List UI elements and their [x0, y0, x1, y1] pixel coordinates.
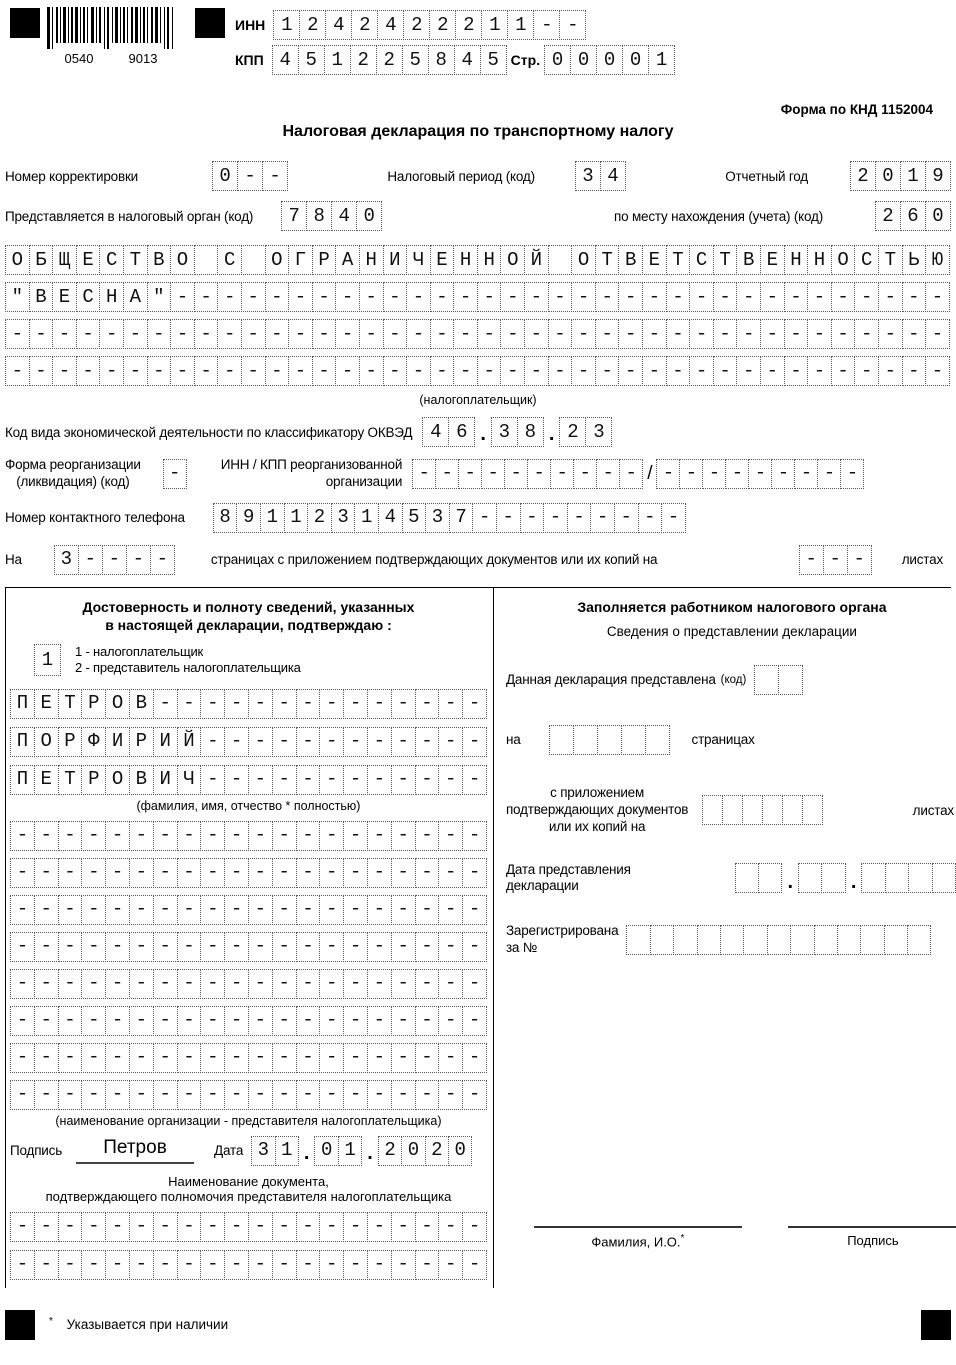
officer-date-label: Дата представления декларации — [505, 861, 631, 894]
officer-pages-label: страницах — [691, 732, 755, 748]
officer-surname-caption: Фамилия, И.О.* — [591, 1233, 685, 1250]
taxpayer-name-block — [5, 245, 951, 393]
officer-sign-block — [788, 1226, 956, 1249]
fio-row-name[interactable]: П О Р Ф И Р И Й - - - - - - - - - - - - — [10, 727, 487, 757]
barcode-bars — [47, 7, 175, 49]
taxpayer-confirmation-column — [6, 588, 494, 1288]
fio-row-surname[interactable]: П Е Т Р О В - - - - - - - - - - - - - - — [10, 689, 487, 719]
page-title: Налоговая декларация по транспортному налогу — [282, 123, 674, 140]
date-dot-2: . — [367, 1141, 373, 1164]
tax-authority-label: Представляется в налоговый орган (код) — [5, 208, 254, 224]
presented-code-field[interactable] — [754, 665, 803, 695]
presented-code-label: (код) — [720, 673, 747, 686]
officer-attach-label: с приложением подтверждающих документов или их копий на — [505, 784, 689, 834]
fields-row-2 — [5, 201, 951, 231]
page-label: Стр. — [510, 52, 541, 68]
org-caption: (наименование организации - представителя налогоплательщика) — [55, 1113, 442, 1128]
tax-authority-field[interactable]: 7 8 4 0 — [281, 201, 382, 231]
taxpayer-name-row-3[interactable]: - - - - - - - - - - - - - - - - - - - - - - - - - - - - - - - - - - - - - - - - — [5, 319, 950, 349]
registered-row — [506, 923, 956, 957]
officer-sign-caption: Подпись — [847, 1233, 899, 1249]
kpp-field[interactable]: 4 5 1 2 2 5 8 4 5 — [272, 45, 507, 75]
taxpayer-name-row-4[interactable]: - - - - - - - - - - - - - - - - - - - - - - - - - - - - - - - - - - - - - - - - — [5, 356, 950, 386]
on-label: На — [5, 552, 22, 568]
signer-code-legend: 1 - налогоплательщик 2 - представитель налогоплательщика — [75, 644, 301, 676]
tax-period-field[interactable]: 3 4 — [575, 161, 626, 191]
attachments-count-field[interactable]: - - - — [799, 545, 872, 575]
pages-count-field[interactable]: 3 - - - - — [54, 545, 175, 575]
org-name-row[interactable]: - - - - - - - - - - - - - - - - - - - - — [10, 858, 487, 888]
officer-date-year-field[interactable] — [861, 863, 956, 893]
representative-fio-block — [10, 689, 487, 795]
kpp-label: КПП — [235, 52, 264, 68]
footer — [5, 1310, 951, 1340]
inn-field[interactable]: 1 2 4 2 4 2 2 2 1 1 - - — [273, 10, 586, 40]
officer-signature-row — [506, 1226, 956, 1277]
registration-mark-bottom-right — [921, 1310, 951, 1340]
representative-org-block — [10, 821, 487, 1110]
date-month-field[interactable]: 0 1 — [314, 1136, 362, 1166]
okved-field-1[interactable]: 4 6 — [422, 417, 475, 447]
reorg-kpp-field[interactable]: - - - - - - - - - — [656, 459, 864, 489]
doc-name-block — [10, 1212, 487, 1280]
officer-date-row — [506, 862, 956, 896]
org-name-row[interactable]: - - - - - - - - - - - - - - - - - - - - — [10, 969, 487, 999]
reorg-form-label: Форма реорганизации (ликвидация) (код) — [5, 457, 141, 489]
officer-on-label: на — [505, 732, 521, 748]
barcode-digits — [47, 51, 175, 66]
report-year-label: Отчетный год — [725, 168, 808, 184]
officer-sheets-label: листах — [912, 802, 954, 818]
reorganization-row — [5, 457, 951, 491]
doc-name-row[interactable]: - - - - - - - - - - - - - - - - - - - - — [10, 1212, 487, 1242]
tax-officer-column — [494, 588, 956, 1288]
location-code-label: по месту нахождения (учета) (код) — [614, 208, 823, 224]
barcode — [47, 7, 175, 66]
doc-name-row[interactable]: - - - - - - - - - - - - - - - - - - - - — [10, 1250, 487, 1280]
org-name-row[interactable]: - - - - - - - - - - - - - - - - - - - - — [10, 1043, 487, 1073]
officer-surname-block — [534, 1226, 742, 1249]
signer-code-field[interactable]: 1 — [34, 644, 61, 676]
header — [5, 0, 951, 86]
confirmation-section — [5, 587, 954, 1288]
registration-mark-top-center — [195, 8, 225, 38]
declaration-presented-row — [506, 665, 956, 695]
footnote-text: Указывается при наличии — [66, 1317, 229, 1333]
confirmation-title: Достоверность и полноту сведений, указанных в настоящей декларации, подтверждаю : — [82, 598, 415, 633]
reorg-inn-kpp-label: ИНН / КПП реорганизованной организации — [220, 457, 403, 489]
fields-row-1 — [5, 161, 951, 191]
signature-value[interactable]: Петров — [76, 1137, 194, 1164]
phone-label: Номер контактного телефона — [5, 510, 185, 526]
form-knd-code: Форма по КНД 1152004 — [780, 102, 933, 117]
report-year-field[interactable]: 2 0 1 9 — [850, 161, 951, 191]
correction-number-label: Номер корректировки — [5, 168, 139, 184]
registration-mark-bottom-left — [5, 1310, 35, 1340]
correction-number-field[interactable]: 0 - - — [212, 161, 288, 191]
inn-kpp-slash: / — [647, 462, 653, 484]
org-name-row[interactable]: - - - - - - - - - - - - - - - - - - - - — [10, 1006, 487, 1036]
registered-label: Зарегистрирована за № — [505, 923, 619, 956]
officer-pages-field[interactable] — [549, 725, 670, 755]
signature-label: Подпись — [10, 1143, 63, 1159]
okved-row — [5, 417, 951, 447]
phone-field[interactable]: 8 9 1 1 2 3 1 4 5 3 7 - - - - - - - - - — [213, 503, 686, 533]
officer-attachments-row — [506, 785, 956, 836]
officer-sign-line[interactable] — [788, 1226, 956, 1228]
location-code-field[interactable]: 2 6 0 — [875, 201, 951, 231]
barcode-digits-left: 0540 — [64, 51, 94, 66]
inn-kpp-block — [235, 10, 675, 75]
okved-label: Код вида экономической деятельности по классификатору ОКВЭД — [5, 424, 413, 440]
officer-date-dot-1: . — [787, 871, 794, 894]
officer-surname-line[interactable] — [534, 1226, 742, 1228]
taxpayer-caption: (налогоплательщик) — [419, 393, 537, 407]
org-name-row[interactable]: - - - - - - - - - - - - - - - - - - - - — [10, 932, 487, 962]
officer-date-day-field[interactable] — [735, 863, 783, 893]
registration-mark-top-left — [10, 8, 40, 38]
doc-caption: Наименование документа, подтверждающего полномочия представителя налогоплательщика — [45, 1173, 452, 1204]
tax-period-label: Налоговый период (код) — [387, 168, 535, 184]
date-day-field[interactable]: 3 1 — [251, 1136, 299, 1166]
inn-label: ИНН — [235, 17, 266, 33]
taxpayer-name-row-1[interactable]: О Б Щ Е С Т В О С О Г Р А Н И Ч Е Н Н О Й О Т В Е Т С Т В Е Н Н О С Т Ь Ю — [5, 245, 950, 275]
reorg-inn-field[interactable]: - - - - - - - - - - — [412, 459, 643, 489]
officer-attach-field[interactable] — [702, 795, 823, 825]
registered-number-field[interactable] — [626, 925, 931, 955]
pages-text: страницах с приложением подтверждающих документов или их копий на — [210, 552, 658, 568]
officer-title: Заполняется работником налогового органа — [577, 598, 887, 615]
officer-subtitle: Сведения о представлении декларации — [606, 623, 857, 639]
okved-dot-1: . — [480, 423, 486, 445]
signature-date-row — [10, 1136, 487, 1166]
taxpayer-name-row-2[interactable]: " В Е С Н А " - - - - - - - - - - - - - - - - - - - - - - - - - - - - - - - - - — [5, 282, 950, 312]
org-name-row[interactable]: - - - - - - - - - - - - - - - - - - - - — [10, 895, 487, 925]
fio-row-patronymic[interactable]: П Е Т Р О В И Ч - - - - - - - - - - - - — [10, 765, 487, 795]
okved-dot-2: . — [548, 423, 555, 445]
phone-row — [5, 503, 951, 533]
reorg-code-field[interactable]: - — [163, 459, 187, 489]
org-name-row[interactable]: - - - - - - - - - - - - - - - - - - - - — [10, 1080, 487, 1110]
officer-date-dot-2: . — [850, 871, 857, 894]
date-year-field[interactable]: 2 0 2 0 — [378, 1136, 473, 1166]
okved-field-3[interactable]: 2 3 — [559, 417, 612, 447]
fio-caption: (фамилия, имя, отчество * полностью) — [136, 798, 361, 813]
officer-pages-row — [506, 725, 956, 755]
okved-field-2[interactable]: 3 8 — [491, 417, 544, 447]
sheets-label: листах — [901, 552, 943, 568]
officer-date-month-field[interactable] — [798, 863, 846, 893]
barcode-digits-right: 9013 — [128, 51, 158, 66]
date-dot-1: . — [303, 1141, 310, 1164]
page-number-field[interactable]: 0 0 0 0 1 — [544, 45, 675, 75]
presented-label: Данная декларация представлена — [505, 672, 716, 688]
footnote-asterisk: * — [49, 1315, 53, 1327]
date-label: Дата — [214, 1143, 244, 1159]
org-name-row[interactable]: - - - - - - - - - - - - - - - - - - - - — [10, 821, 487, 851]
signer-code-row — [10, 644, 487, 677]
footnote — [49, 1310, 228, 1333]
pages-row — [5, 545, 951, 575]
